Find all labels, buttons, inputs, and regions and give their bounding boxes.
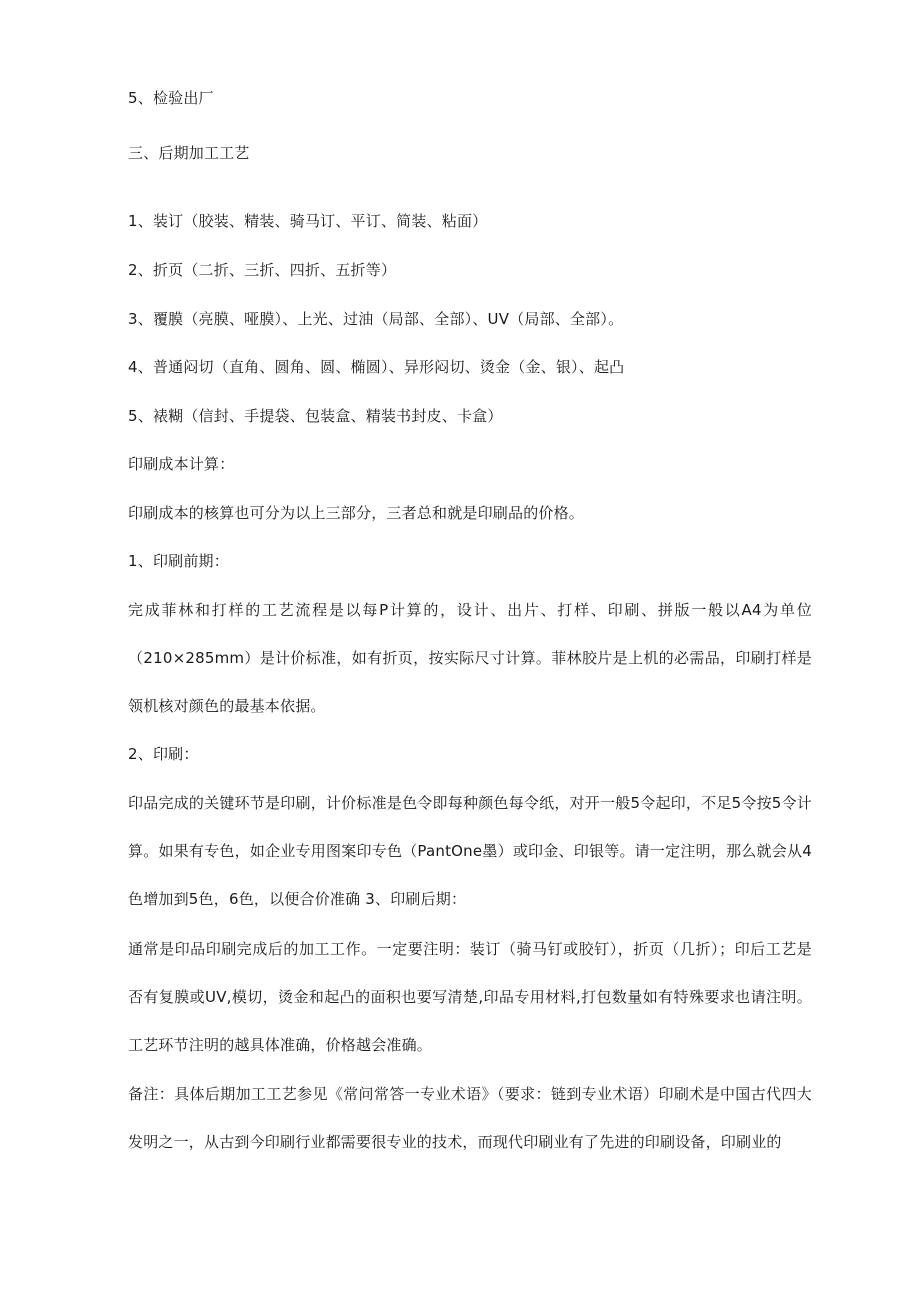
item-die-cutting: 4、普通闷切（直角、圆角、圆、椭圆）、异形闷切、烫金（金、银）、起凸 [128,358,625,376]
heading-cost-calculation: 印刷成本计算： [128,455,235,473]
item-folding: 2、折页（二折、三折、四折、五折等） [128,261,397,279]
paragraph-prepress: 完成菲林和打样的工艺流程是以每P计算的，设计、出片、打样、印刷、拼版一般以A4为单位（210×285mm）是计价标准，如有折页，按实际尺寸计算。菲林胶片是上机的必需品，印刷打样是领机核对颜色的最基本依据。 [128,601,812,715]
item-lamination: 3、覆膜（亮膜、哑膜）、上光、过油（局部、全部）、UV（局部、全部）。 [128,310,624,328]
heading-printing: 2、印刷： [128,745,199,763]
item-inspection: 5、检验出厂 [128,89,214,107]
section-heading-postpress: 三、后期加工工艺 [128,144,250,162]
item-mounting: 5、裱糊（信封、手提袋、包装盒、精装书封皮、卡盒） [128,407,503,425]
paragraph-printing: 印品完成的关键环节是印刷，计价标准是色令即每种颜色每令纸，对开一般5令起印，不足5令按5令计算。如果有专色，如企业专用图案印专色（PantOne墨）或印金、印银等。请一定注明，那么就会从4色增加到5色，6色，以便合价准确 3、印刷后期： [128,794,812,908]
paragraph-note: 备注：具体后期加工工艺参见《常问常答一专业术语》（要求：链到专业术语）印刷术是中国古代四大发明之一，从古到今印刷行业都需要很专业的技术，而现代印刷业有了先进的印刷设备，印刷业的 [128,1085,812,1151]
paragraph-postpress: 通常是印品印刷完成后的加工工作。一定要注明：装订（骑马钉或胶钉），折页（几折）；印后工艺是否有复膜或UV,模切，烫金和起凸的面积也要写清楚,印品专用材料,打包数量如有特殊要求也请注明。工艺环节注明的越具体准确，价格越会准确。 [128,940,812,1054]
heading-prepress: 1、印刷前期： [128,552,229,570]
item-binding: 1、装订（胶装、精装、骑马订、平订、简装、粘面） [128,212,488,230]
cost-intro-paragraph: 印刷成本的核算也可分为以上三部分，三者总和就是印刷品的价格。 [128,504,585,522]
